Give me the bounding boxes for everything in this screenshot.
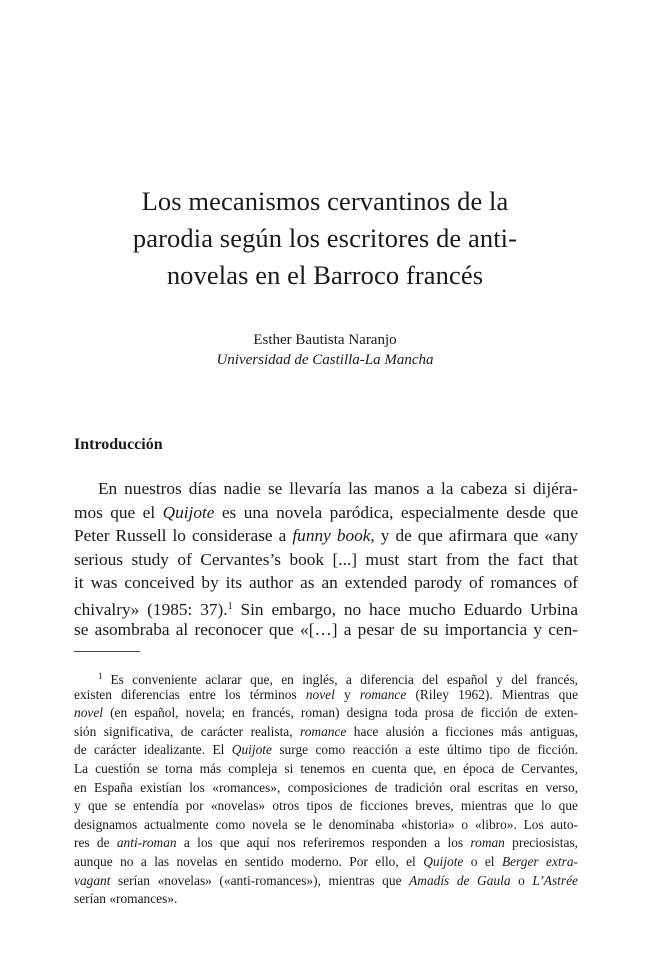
body-paragraph [74,477,578,642]
footnote [74,667,578,909]
footnote-line: La cuestión se torna más compleja si tenemos en cuenta que, en época de Cervantes, [74,760,578,776]
footnote-line: aunque no a las novelas en sentido moderno. Por ello, el Quijote o el Berger extra- [74,853,578,869]
body-line: mos que el Quijote es una novela paródica, especialmente desde que [74,502,578,522]
title-line: Los mecanismos cervantinos de la [141,186,509,216]
title-line: parodia según los escritores de anti- [132,223,518,253]
body-line: Peter Russell lo considerase a funny book, y de que afirmara que «any [74,526,578,545]
body-line: se asombraba al reconocer que «[…] a pesar de su importancia y cen- [74,620,578,639]
footnote-line: de carácter idealizante. El Quijote surge como reacción a este último tipo de ficción. [74,742,578,758]
footnote-line: novel (en español, novela; en francés, roman) designa toda prosa de ficción de exten- [74,705,578,721]
footnote-line: existen diferencias entre los términos novel y romance (Riley 1962). Mientras que [74,686,579,702]
footnote-line: res de anti-roman a los que aquí nos referiremos responden a los roman preciosistas, [74,835,579,851]
footnote-line: designamos actualmente como novela se le denominaba «historia» o «libro». Los auto- [74,816,578,832]
footnote-line: vagant serían «novelas» («anti-romances»), mientras que Amadís de Gaula o L’Astrée [74,872,578,888]
footnote-reference[interactable]: 1 [227,600,233,612]
body-line: chivalry» (1985: 37).$^1$ Sin embargo, no hace mucho Eduardo Urbina [74,599,578,619]
chapter-title [90,183,560,294]
footnote-separator [74,651,140,652]
footnote-line: y que se entendía por «novelas» otros tipos de ficciones breves, mientras que lo que [74,798,578,814]
author-name: Esther Bautista Naranjo [253,332,397,348]
body-line: En nuestros días nadie se llevaría las manos a la cabeza si dijéra- [98,479,578,498]
author-affiliation: Universidad de Castilla-La Mancha [216,352,434,368]
footnote-number: 1 [98,671,103,681]
footnote-line: serían «romances». [74,891,178,907]
section-heading: Introducción [74,436,163,453]
footnote-line: sión significativa, de carácter realista, romance hace alusión a ficciones más antiguas, [74,723,578,739]
footnote-line: $^1$ Es conveniente aclarar que, en inglés, a diferencia del español y del francés, [98,671,578,687]
title-line: novelas en el Barroco francés [166,260,484,290]
footnote-line: en España existían los «romances», composiciones de tradición oral escritas en verso, [74,779,578,795]
body-line: serious study of Cervantes’s book [...] must start from the fact that [74,549,578,569]
body-line: it was conceived by its author as an extended parody of romances of [74,573,578,592]
